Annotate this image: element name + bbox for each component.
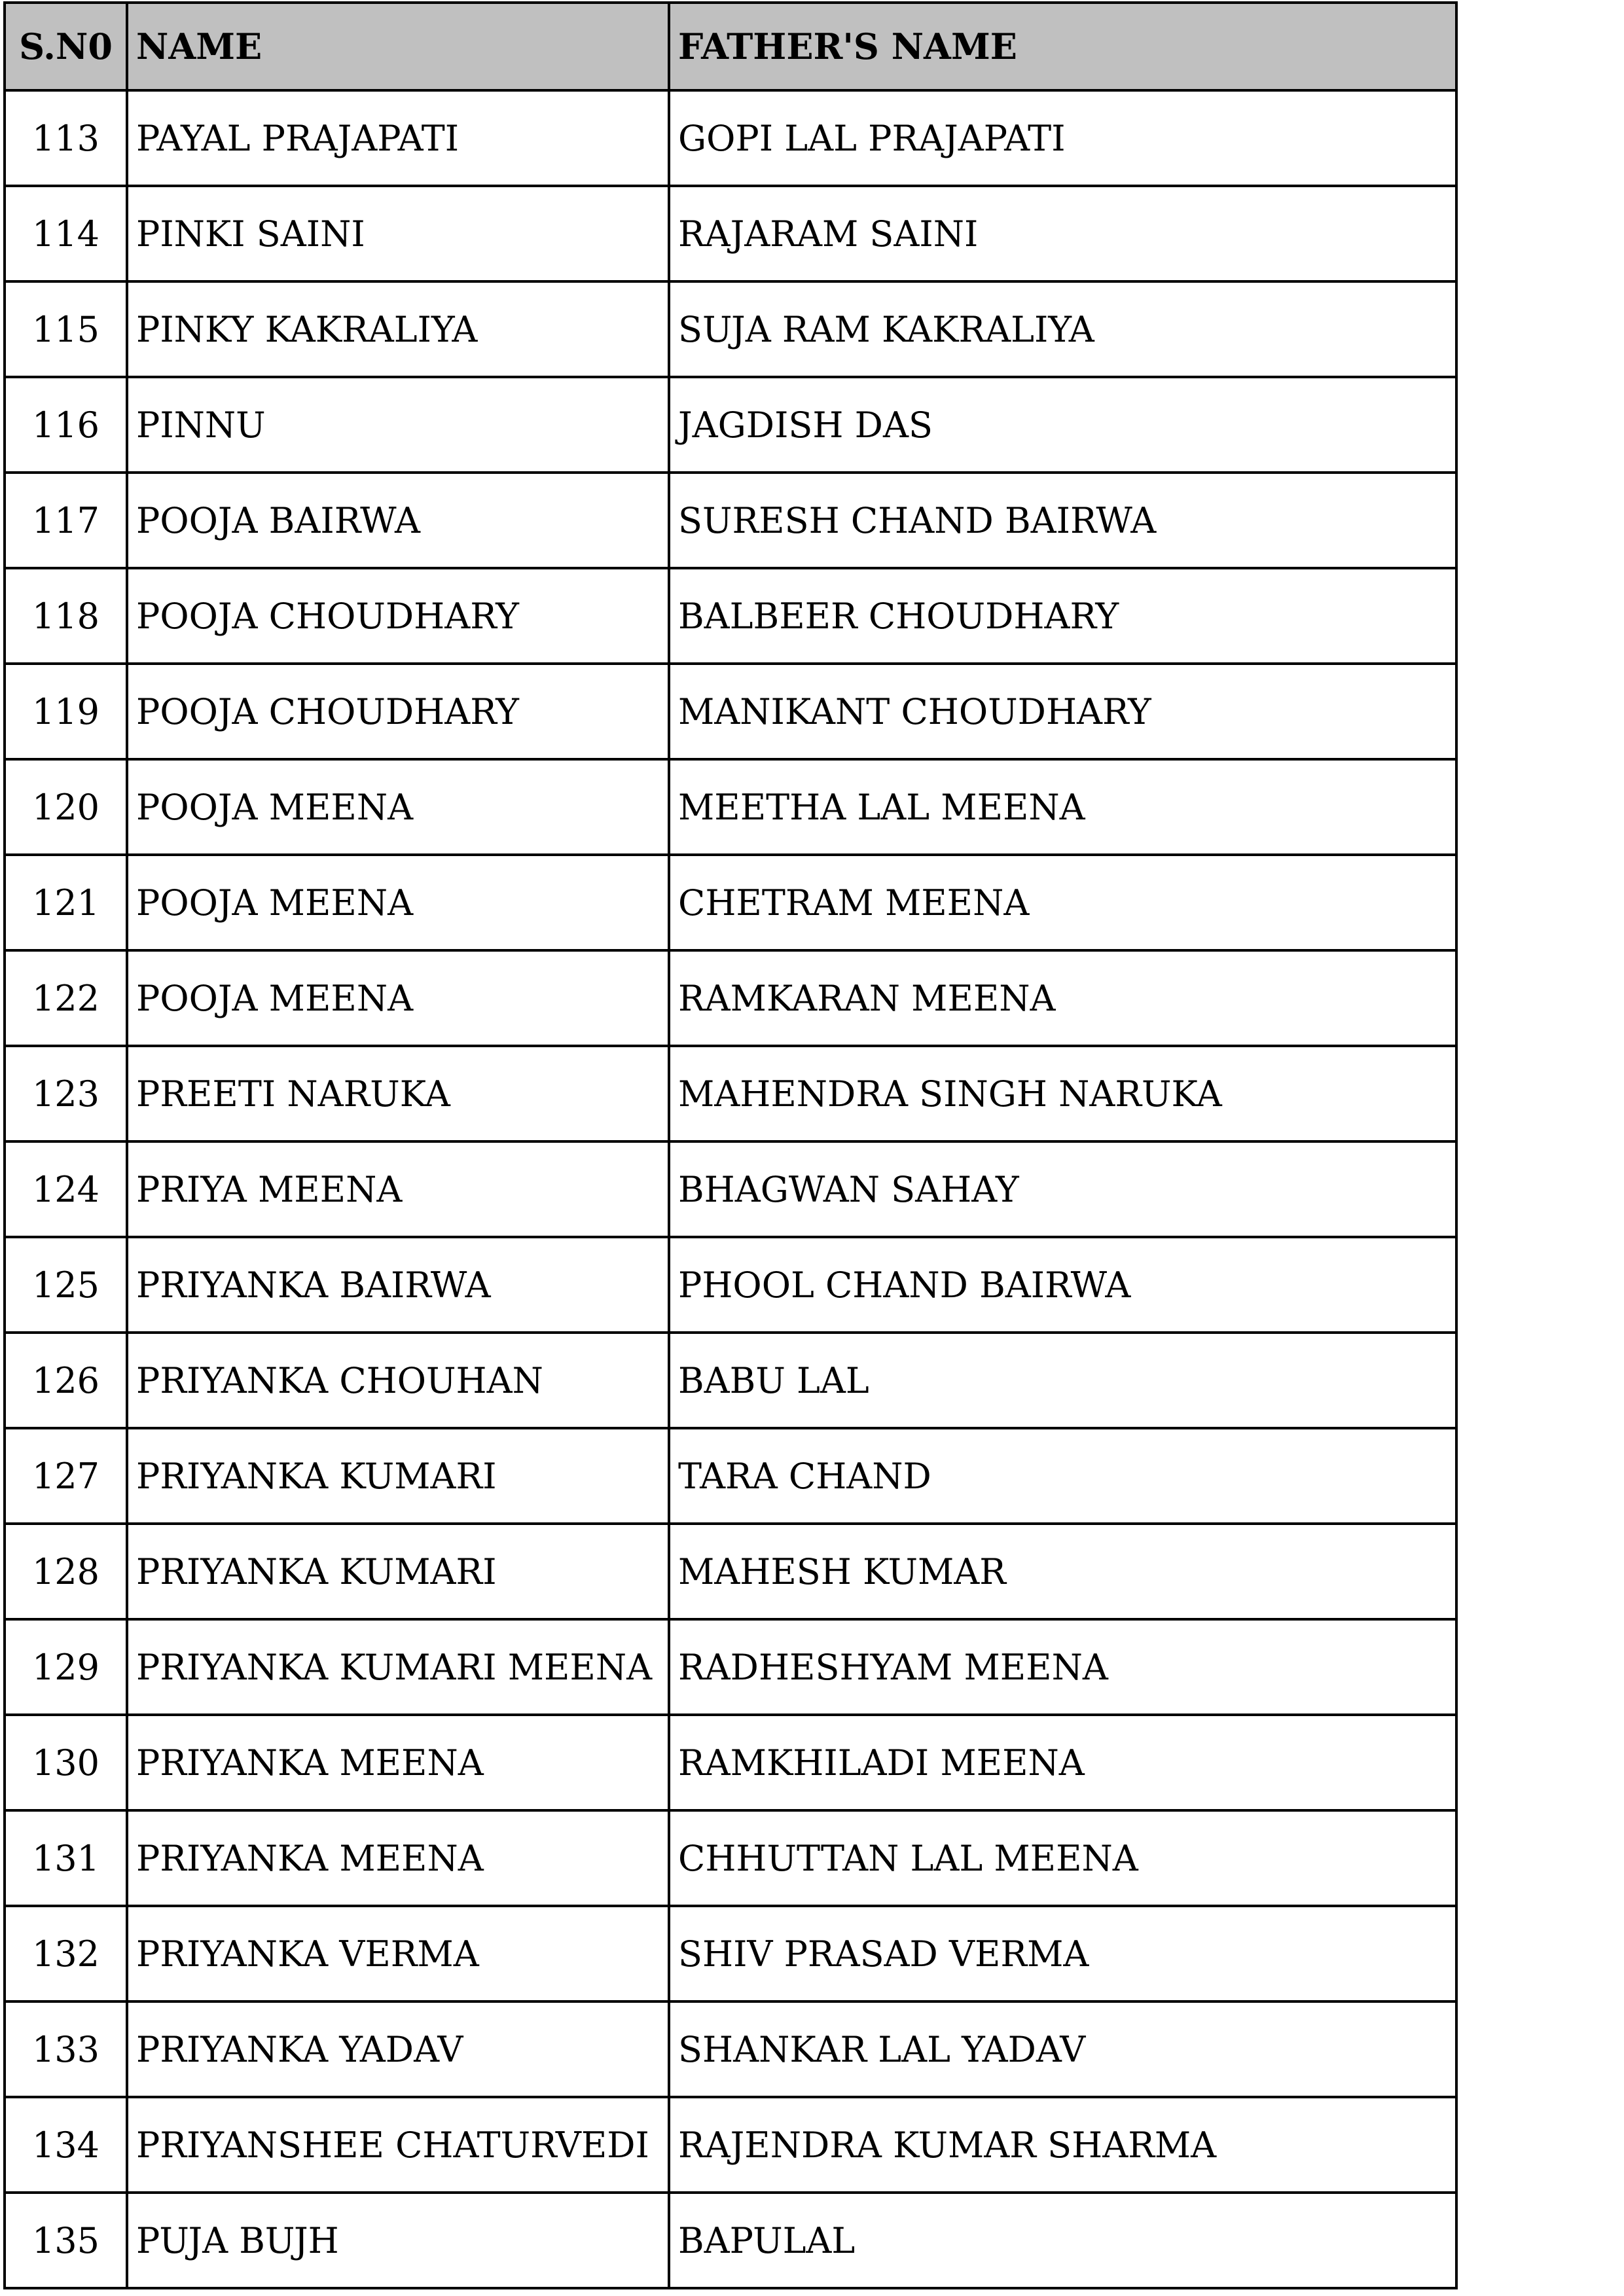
cell-serial-number: 119 — [5, 664, 127, 759]
table-row — [5, 2193, 1456, 2288]
cell-fathers-name: CHHUTTAN LAL MEENA — [669, 1810, 1456, 1906]
cell-fathers-name: CHETRAM MEENA — [669, 855, 1456, 950]
table-row — [5, 2097, 1456, 2193]
cell-fathers-name: GOPI LAL PRAJAPATI — [669, 90, 1456, 186]
table-row — [5, 1237, 1456, 1333]
cell-serial-number: 132 — [5, 1906, 127, 2001]
student-list-table — [3, 1, 1458, 2289]
cell-name: PINNU — [127, 377, 669, 473]
cell-serial-number: 128 — [5, 1524, 127, 1619]
cell-fathers-name: SURESH CHAND BAIRWA — [669, 473, 1456, 568]
table-row — [5, 186, 1456, 281]
cell-serial-number: 133 — [5, 2001, 127, 2097]
cell-fathers-name: RAMKARAN MEENA — [669, 950, 1456, 1046]
cell-fathers-name: BAPULAL — [669, 2193, 1456, 2288]
table-row — [5, 1046, 1456, 1141]
cell-fathers-name: BHAGWAN SAHAY — [669, 1141, 1456, 1237]
cell-name: POOJA CHOUDHARY — [127, 664, 669, 759]
cell-name: PRIYANKA MEENA — [127, 1715, 669, 1810]
table-row — [5, 1619, 1456, 1715]
cell-fathers-name: RAJARAM SAINI — [669, 186, 1456, 281]
cell-name: PAYAL PRAJAPATI — [127, 90, 669, 186]
table-row — [5, 759, 1456, 855]
cell-name: POOJA MEENA — [127, 855, 669, 950]
table-row — [5, 1906, 1456, 2001]
cell-name: POOJA MEENA — [127, 759, 669, 855]
cell-serial-number: 114 — [5, 186, 127, 281]
table-row — [5, 1524, 1456, 1619]
table-row — [5, 855, 1456, 950]
cell-serial-number: 134 — [5, 2097, 127, 2193]
cell-name: PRIYANKA BAIRWA — [127, 1237, 669, 1333]
header-fathers-name: FATHER'S NAME — [669, 3, 1456, 90]
cell-name: PRIYANKA KUMARI — [127, 1428, 669, 1524]
cell-serial-number: 126 — [5, 1333, 127, 1428]
cell-name: PINKI SAINI — [127, 186, 669, 281]
cell-name: PRIYANKA YADAV — [127, 2001, 669, 2097]
table-row — [5, 1333, 1456, 1428]
cell-fathers-name: MAHENDRA SINGH NARUKA — [669, 1046, 1456, 1141]
table-row — [5, 1428, 1456, 1524]
cell-serial-number: 115 — [5, 281, 127, 377]
cell-name: PUJA BUJH — [127, 2193, 669, 2288]
cell-serial-number: 129 — [5, 1619, 127, 1715]
cell-serial-number: 118 — [5, 568, 127, 664]
cell-name: PRIYANKA KUMARI MEENA — [127, 1619, 669, 1715]
cell-fathers-name: PHOOL CHAND BAIRWA — [669, 1237, 1456, 1333]
table-row — [5, 568, 1456, 664]
cell-name: PINKY KAKRALIYA — [127, 281, 669, 377]
cell-fathers-name: RAJENDRA KUMAR SHARMA — [669, 2097, 1456, 2193]
cell-serial-number: 121 — [5, 855, 127, 950]
cell-fathers-name: SUJA RAM KAKRALIYA — [669, 281, 1456, 377]
cell-fathers-name: BALBEER CHOUDHARY — [669, 568, 1456, 664]
cell-fathers-name: JAGDISH DAS — [669, 377, 1456, 473]
cell-fathers-name: MANIKANT CHOUDHARY — [669, 664, 1456, 759]
cell-fathers-name: TARA CHAND — [669, 1428, 1456, 1524]
table-row — [5, 473, 1456, 568]
cell-serial-number: 122 — [5, 950, 127, 1046]
cell-name: PRIYANKA MEENA — [127, 1810, 669, 1906]
table-row — [5, 950, 1456, 1046]
cell-name: POOJA BAIRWA — [127, 473, 669, 568]
cell-name: PRIYANKA VERMA — [127, 1906, 669, 2001]
table-row — [5, 377, 1456, 473]
cell-name: PRIYA MEENA — [127, 1141, 669, 1237]
cell-name: POOJA CHOUDHARY — [127, 568, 669, 664]
header-row — [5, 3, 1456, 90]
header-name: NAME — [127, 3, 669, 90]
table-body — [5, 90, 1456, 2288]
cell-fathers-name: SHIV PRASAD VERMA — [669, 1906, 1456, 2001]
cell-serial-number: 130 — [5, 1715, 127, 1810]
cell-serial-number: 123 — [5, 1046, 127, 1141]
cell-name: PREETI NARUKA — [127, 1046, 669, 1141]
table-row — [5, 1141, 1456, 1237]
table-row — [5, 2001, 1456, 2097]
table-row — [5, 90, 1456, 186]
table-row — [5, 281, 1456, 377]
cell-serial-number: 124 — [5, 1141, 127, 1237]
cell-fathers-name: RAMKHILADI MEENA — [669, 1715, 1456, 1810]
cell-serial-number: 135 — [5, 2193, 127, 2288]
table-header — [5, 3, 1456, 90]
cell-serial-number: 116 — [5, 377, 127, 473]
cell-fathers-name: MEETHA LAL MEENA — [669, 759, 1456, 855]
cell-fathers-name: SHANKAR LAL YADAV — [669, 2001, 1456, 2097]
cell-name: PRIYANSHEE CHATURVEDI — [127, 2097, 669, 2193]
table-row — [5, 664, 1456, 759]
cell-serial-number: 131 — [5, 1810, 127, 1906]
cell-serial-number: 127 — [5, 1428, 127, 1524]
cell-fathers-name: RADHESHYAM MEENA — [669, 1619, 1456, 1715]
cell-serial-number: 120 — [5, 759, 127, 855]
table-row — [5, 1810, 1456, 1906]
cell-name: PRIYANKA KUMARI — [127, 1524, 669, 1619]
table-row — [5, 1715, 1456, 1810]
cell-fathers-name: MAHESH KUMAR — [669, 1524, 1456, 1619]
cell-fathers-name: BABU LAL — [669, 1333, 1456, 1428]
cell-name: POOJA MEENA — [127, 950, 669, 1046]
cell-serial-number: 125 — [5, 1237, 127, 1333]
cell-serial-number: 117 — [5, 473, 127, 568]
cell-serial-number: 113 — [5, 90, 127, 186]
header-serial-number: S.N0 — [5, 3, 127, 90]
cell-name: PRIYANKA CHOUHAN — [127, 1333, 669, 1428]
